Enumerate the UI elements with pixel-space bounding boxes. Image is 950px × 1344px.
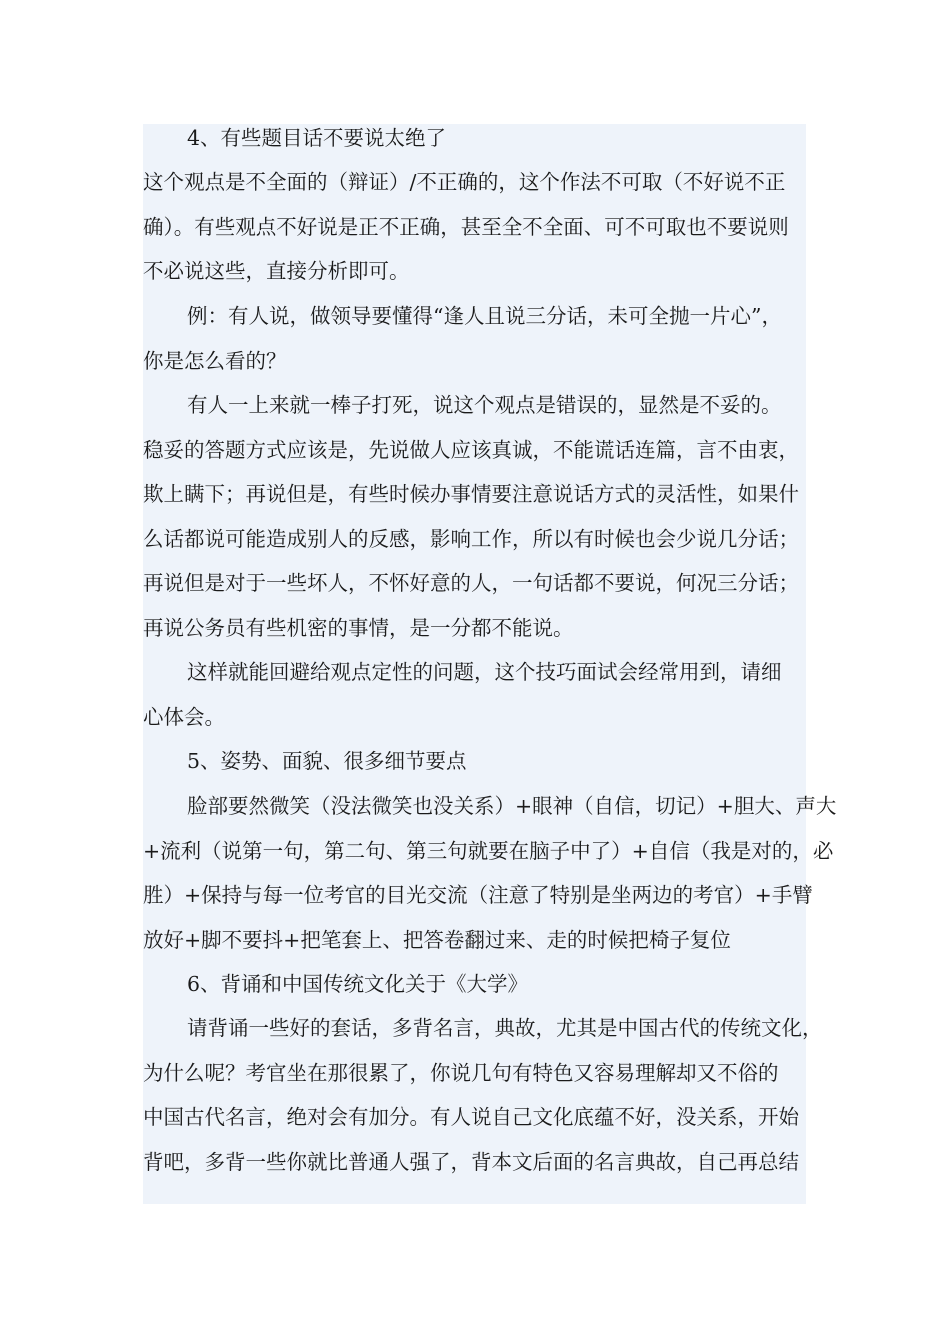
text-line: 例：有人说，做领导要懂得“逢人且说三分话，未可全抛一片心”， [187,304,782,328]
text-line: 4、有些题目话不要说太绝了 [187,126,447,150]
text-line: 再说但是对于一些坏人，不怀好意的人，一句话都不要说，何况三分话； [143,571,799,595]
text-line: 放好+脚不要抖+把笔套上、把答卷翻过来、走的时候把椅子复位 [143,927,731,952]
paragraph-point-6-body [143,1006,823,1184]
text-line: 5、姿势、面貌、很多细节要点 [187,749,467,773]
text-line: 中国古代名言，绝对会有加分。有人说自己文化底蕴不好，没关系，开始 [143,1105,799,1129]
text-line: 不必说这些，直接分析即可。 [143,259,410,283]
text-line: +流利（说第一句，第二句、第三句就要在脑子中了）+自信（我是对的，必 [143,838,834,863]
paragraph-point-5-body [143,784,837,962]
text-line: 心体会。 [143,704,225,729]
text-line: 背吧，多背一些你就比普通人强了，背本文后面的名言典故，自己再总结 [143,1149,799,1174]
text-line: 这样就能回避给观点定性的问题，这个技巧面试会经常用到，请细 [187,660,782,684]
paragraph-point-4-body [143,160,806,294]
text-line: 稳妥的答题方式应该是，先说做人应该真诚，不能谎话连篇，言不由衷， [143,437,799,462]
text-line: 为什么呢？考官坐在那很累了，你说几句有特色又容易理解却又不俗的 [143,1060,779,1085]
text-line: 胜）+保持与每一位考官的目光交流（注意了特别是坐两边的考官）+手臂 [143,883,813,907]
heading-point-5 [143,739,806,784]
heading-point-4 [143,116,806,161]
text-line: 你是怎么看的？ [143,348,287,373]
heading-point-6 [143,962,806,1007]
text-line: 请背诵一些好的套话，多背名言，典故，尤其是中国古代的传统文化， [187,1016,823,1040]
paragraph-example-question [143,294,806,383]
text-line: 这个观点是不全面的（辩证）/不正确的，这个作法不可取（不好说不正 [143,170,786,194]
text-line: 欺上瞒下；再说但是，有些时候办事情要注意说话方式的灵活性，如果什 [143,482,799,506]
paragraph-technique-note [143,650,806,739]
text-line: 么话都说可能造成别人的反感，影响工作，所以有时候也会少说几分话； [143,526,799,551]
text-line: 确）。有些观点不好说是正不正确，甚至全不全面、可不可取也不要说则 [143,214,789,239]
text-line: 有人一上来就一棒子打死，说这个观点是错误的，显然是不妥的。 [187,393,782,417]
paragraph-example-answer [143,383,806,650]
text-line: 脸部要然微笑（没法微笑也没关系）+眼神（自信，切记）+胆大、声大 [187,794,837,818]
text-line: 6、背诵和中国传统文化关于《大学》 [187,972,529,996]
text-line: 再说公务员有些机密的事情，是一分都不能说。 [143,615,574,640]
